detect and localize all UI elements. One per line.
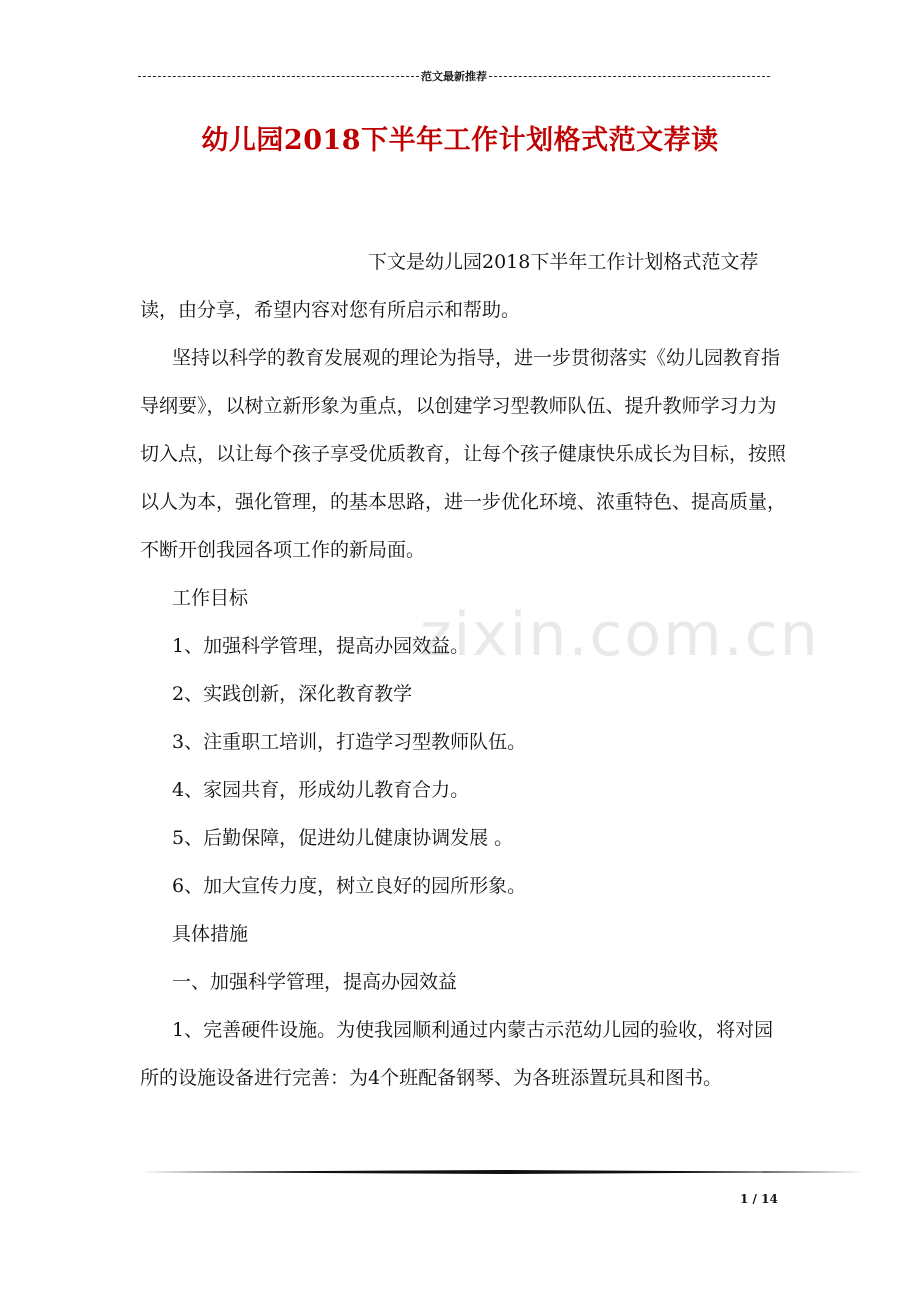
measure-section-1: 一、加强科学管理，提高办园效益: [172, 971, 458, 993]
goals-heading: 工作目标: [172, 587, 249, 609]
header-dash-right: [489, 76, 770, 77]
document-title: 幼儿园2018下半年工作计划格式范文荐读: [201, 125, 719, 156]
goal-item-4: 4、家园共育，形成幼儿教育合力。: [172, 779, 470, 801]
goal-item-6: 6、加大宣传力度，树立良好的园所形象。: [172, 875, 527, 897]
goal-item-3: 3、注重职工培训，打造学习型教师队伍。: [172, 731, 527, 753]
header-label: 范文最新推荐: [421, 70, 487, 83]
watermark: zixin.com.cn: [420, 600, 820, 670]
goal-item-2: 2、实践创新，深化教育教学: [172, 683, 413, 705]
goal-item-1: 1、加强科学管理，提高办园效益。: [172, 635, 470, 657]
header-dash-left: [138, 76, 419, 77]
goal-item-5: 5、后勤保障，促进幼儿健康协调发展 。: [172, 827, 514, 849]
guide-paragraph: 坚持以科学的教育发展观的理论为指导，进一步贯彻落实《幼儿园教育指导纲要》，以树立新形象为重点，以创建学习型教师队伍、提升教师学习力为切入点，以让每个孩子享受优质教育，让每个孩子健康快乐成长为目标，按照以人为本，强化管理，的基本思路，进一步优化环境、浓重特色、提高质量，不断开创我园各项工作的新局面。: [140, 347, 787, 561]
document-body: [140, 238, 788, 1102]
measure-item-1: 1、完善硬件设施。为使我园顺利通过内蒙古示范幼儿园的验收，将对园所的设施设备进行完善：为4个班配备钢琴、为各班添置玩具和图书。: [140, 1019, 774, 1089]
intro-paragraph: 下文是幼儿园2018下半年工作计划格式范文荐读，由分享，希望内容对您有所启示和帮助。: [140, 251, 759, 321]
footer-rule: [140, 1170, 864, 1174]
measures-heading: 具体措施: [172, 923, 249, 945]
page-number: 1 / 14: [740, 1192, 778, 1206]
page-header: [138, 68, 770, 84]
